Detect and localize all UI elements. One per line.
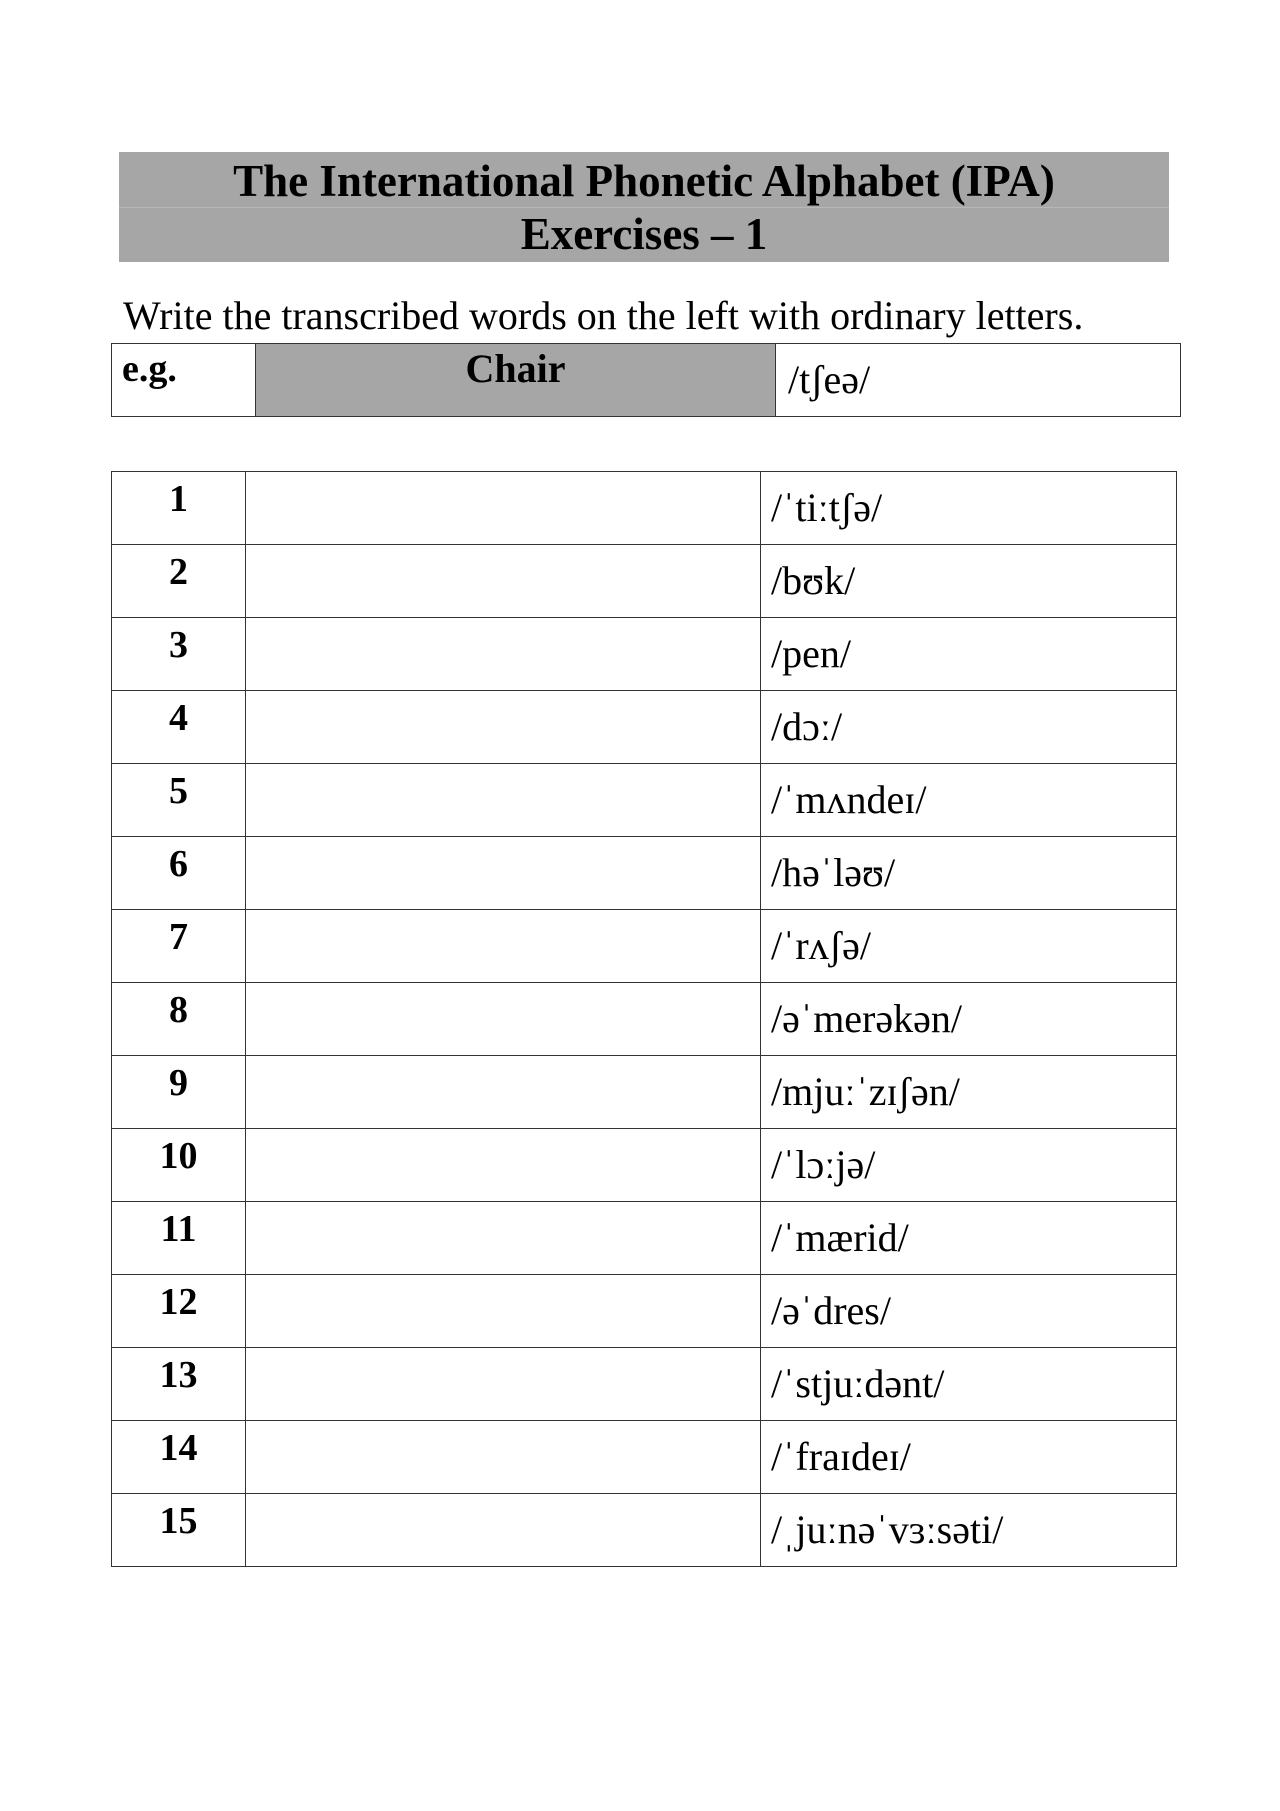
row-number: 5	[112, 764, 246, 837]
answer-cell[interactable]	[246, 1056, 761, 1129]
answer-cell[interactable]	[246, 545, 761, 618]
page-subtitle: Exercises – 1	[520, 209, 768, 259]
row-number: 9	[112, 1056, 246, 1129]
answer-cell[interactable]	[246, 910, 761, 983]
exercise-row	[112, 1202, 1177, 1275]
answer-cell[interactable]	[246, 1421, 761, 1494]
row-number: 14	[112, 1421, 246, 1494]
exercise-row	[112, 1056, 1177, 1129]
answer-cell[interactable]	[246, 691, 761, 764]
exercise-row	[112, 1348, 1177, 1421]
ipa-transcription: /ˈstjuːdənt/	[761, 1348, 1177, 1421]
example-table	[111, 343, 1181, 417]
exercise-row	[112, 764, 1177, 837]
row-number: 15	[112, 1494, 246, 1567]
example-word: Chair	[256, 344, 776, 417]
answer-cell[interactable]	[246, 1129, 761, 1202]
row-number: 11	[112, 1202, 246, 1275]
exercise-table	[111, 471, 1177, 1567]
ipa-transcription: /ˈfraɪdeɪ/	[761, 1421, 1177, 1494]
row-number: 6	[112, 837, 246, 910]
ipa-transcription: /dɔː/	[761, 691, 1177, 764]
exercise-row	[112, 691, 1177, 764]
example-ipa: /tʃeə/	[776, 344, 1181, 417]
ipa-transcription: /əˈmerəkən/	[761, 983, 1177, 1056]
row-number: 7	[112, 910, 246, 983]
answer-cell[interactable]	[246, 1348, 761, 1421]
ipa-transcription: /mjuːˈzɪʃən/	[761, 1056, 1177, 1129]
answer-cell[interactable]	[246, 1494, 761, 1567]
page-title: The International Phonetic Alphabet (IPA)	[233, 156, 1055, 206]
ipa-transcription: /ˈrʌʃə/	[761, 910, 1177, 983]
answer-cell[interactable]	[246, 1275, 761, 1348]
exercise-row	[112, 910, 1177, 983]
exercise-row	[112, 472, 1177, 545]
answer-cell[interactable]	[246, 983, 761, 1056]
answer-cell[interactable]	[246, 618, 761, 691]
exercise-row	[112, 545, 1177, 618]
exercise-row	[112, 983, 1177, 1056]
title-banner	[119, 152, 1169, 262]
ipa-transcription: /ˈmærid/	[761, 1202, 1177, 1275]
instruction-text: Write the transcribed words on the left with ordinary letters.	[123, 293, 1084, 338]
exercise-row	[112, 618, 1177, 691]
example-row	[112, 344, 1181, 417]
exercise-row	[112, 1275, 1177, 1348]
row-number: 13	[112, 1348, 246, 1421]
exercise-row	[112, 1494, 1177, 1567]
row-number: 4	[112, 691, 246, 764]
ipa-transcription: /həˈləʊ/	[761, 837, 1177, 910]
exercise-row	[112, 1129, 1177, 1202]
row-number: 8	[112, 983, 246, 1056]
ipa-transcription: /ˈtiːtʃə/	[761, 472, 1177, 545]
row-number: 10	[112, 1129, 246, 1202]
ipa-transcription: /pen/	[761, 618, 1177, 691]
row-number: 2	[112, 545, 246, 618]
exercise-row	[112, 1421, 1177, 1494]
row-number: 12	[112, 1275, 246, 1348]
ipa-transcription: /ˌjuːnəˈvɜːsəti/	[761, 1494, 1177, 1567]
answer-cell[interactable]	[246, 472, 761, 545]
row-number: 3	[112, 618, 246, 691]
exercise-row	[112, 837, 1177, 910]
ipa-transcription: /ˈmʌndeɪ/	[761, 764, 1177, 837]
answer-cell[interactable]	[246, 764, 761, 837]
row-number: 1	[112, 472, 246, 545]
answer-cell[interactable]	[246, 837, 761, 910]
ipa-transcription: /bʊk/	[761, 545, 1177, 618]
answer-cell[interactable]	[246, 1202, 761, 1275]
ipa-transcription: /əˈdres/	[761, 1275, 1177, 1348]
ipa-transcription: /ˈlɔːjə/	[761, 1129, 1177, 1202]
exercise-table-body	[112, 472, 1177, 1567]
example-label: e.g.	[112, 344, 256, 417]
